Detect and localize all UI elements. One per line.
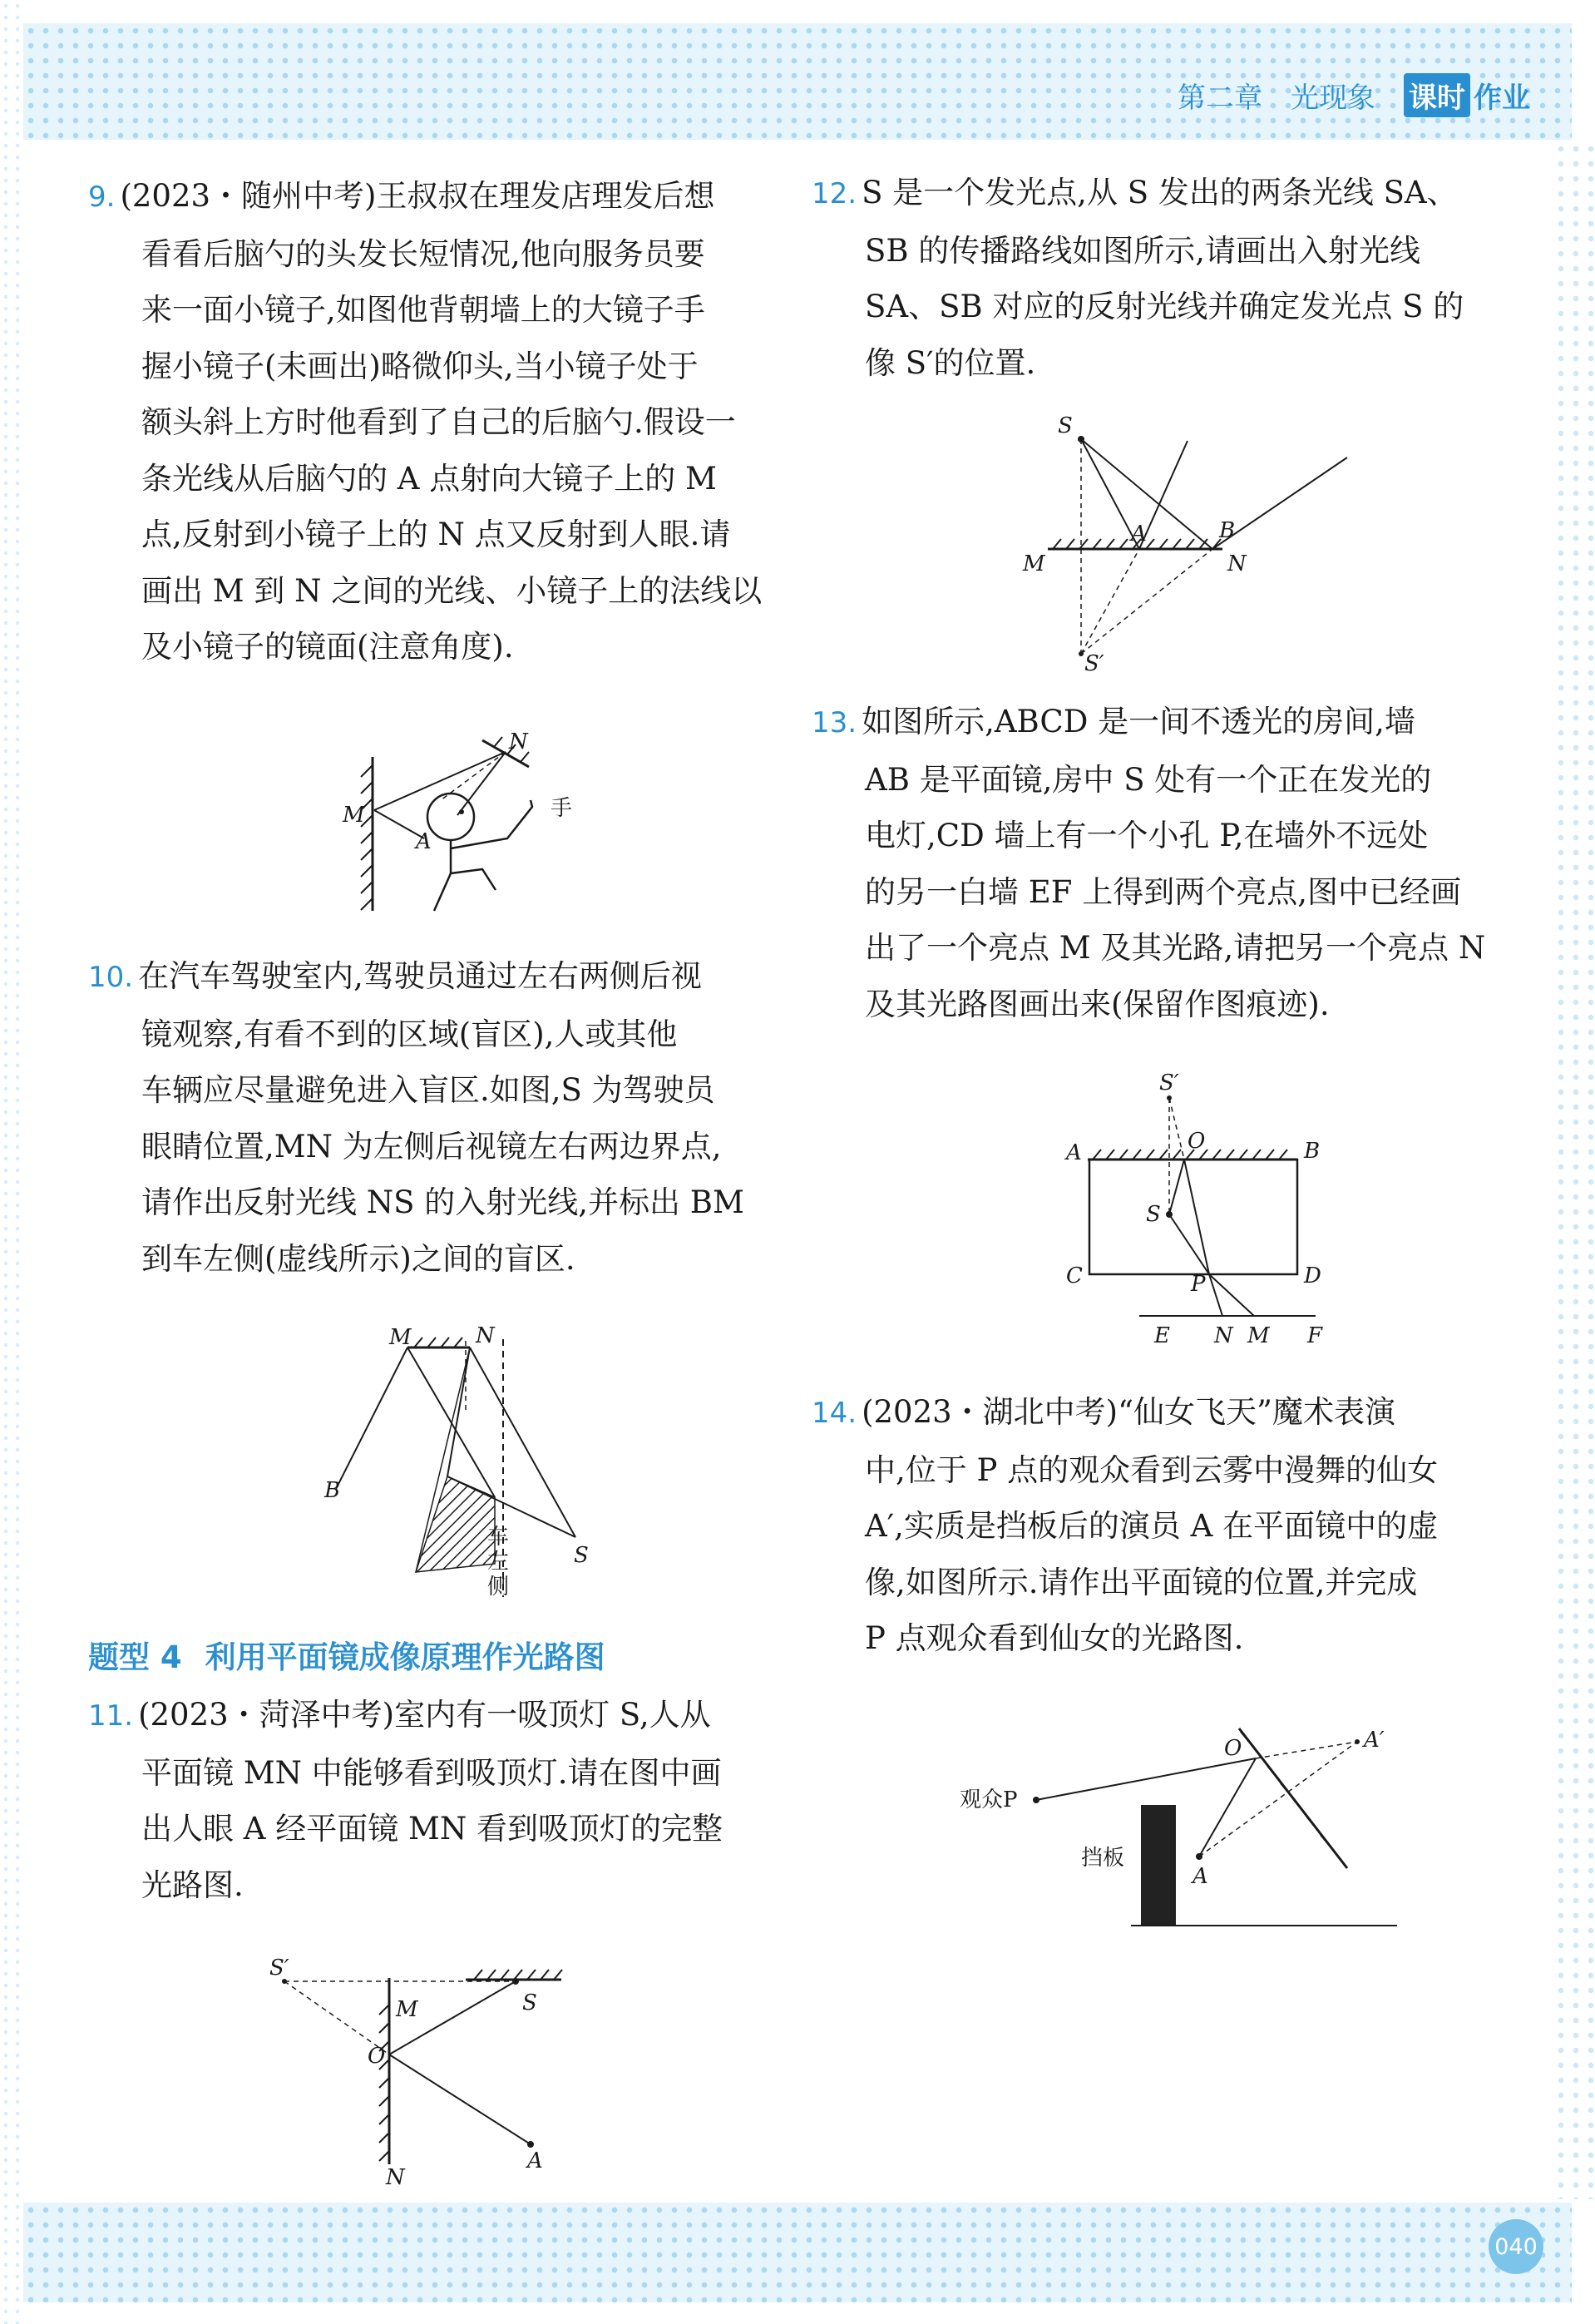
brand-part1: 课时	[1404, 73, 1470, 117]
label-P: P	[1191, 1272, 1206, 1297]
label-A-prime: A′	[1364, 1728, 1385, 1753]
brand-part2: 作业	[1474, 81, 1530, 115]
question-text-line: 条光线从后脑勺的 A 点射向大镜子上的 M	[141, 460, 717, 497]
figure-q12	[1023, 408, 1372, 674]
question-text-line: (2023・湖北中考)“仙女飞天”魔术表演	[862, 1394, 1395, 1430]
question-text-line: AB 是平面镜,房中 S 处有一个正在发光的	[865, 761, 1432, 798]
label-M: M	[389, 1325, 412, 1350]
question-12	[812, 165, 1464, 391]
question-text-line: P 点观众看到仙女的光路图.	[865, 1620, 1244, 1656]
section-type: 题型 4	[88, 1639, 182, 1675]
question-text-line: 镜观察,有看不到的区域(盲区),人或其他	[141, 1016, 678, 1052]
label-car-2: 左	[487, 1550, 510, 1575]
question-text-line: 光路图.	[141, 1867, 244, 1903]
question-10	[88, 948, 744, 1287]
label-car-3: 侧	[487, 1575, 510, 1600]
question-text-line: 来一面小镜子,如图他背朝墙上的大镜子手	[141, 292, 705, 328]
question-text-line: 电灯,CD 墙上有一个小孔 P,在墙外不远处	[865, 818, 1429, 853]
label-N: N	[386, 2165, 405, 2190]
question-text-line: 额头斜上方时他看到了自己的后脑勺.假设一	[141, 404, 736, 440]
label-S: S	[1058, 413, 1073, 438]
question-text-line: S 是一个发光点,从 S 发出的两条光线 SA、	[862, 175, 1458, 210]
question-text-line: 平面镜 MN 中能够看到吸顶灯.请在图中画	[141, 1754, 722, 1791]
question-13	[812, 694, 1485, 1032]
question-14	[812, 1384, 1438, 1667]
label-B: B	[324, 1478, 341, 1503]
label-N: N	[509, 729, 528, 754]
question-number: 12.	[812, 177, 857, 210]
question-text-line: 请作出反射光线 NS 的入射光线,并标出 BM	[141, 1184, 744, 1220]
question-text-line: 像 S′的位置.	[865, 344, 1036, 381]
label-M: M	[1023, 551, 1045, 576]
label-F: F	[1307, 1323, 1323, 1348]
label-viewer-P: 观众P	[960, 1788, 1018, 1812]
question-text-line: 像,如图所示.请作出平面镜的位置,并完成	[865, 1564, 1418, 1600]
label-B: B	[1304, 1139, 1321, 1164]
label-S-prime: S′	[269, 1956, 289, 1980]
label-M: M	[396, 1997, 418, 2022]
label-N: N	[476, 1323, 495, 1348]
question-text-line: SA、SB 对应的反射光线并确定发光点 S 的	[865, 289, 1464, 324]
label-S-prime: S′	[1084, 651, 1104, 676]
section-text: 利用平面镜成像原理作光路图	[205, 1639, 605, 1675]
label-N: N	[1214, 1323, 1233, 1348]
question-text-line: 出了一个亮点 M 及其光路,请把另一个亮点 N	[865, 930, 1486, 966]
label-N: N	[1227, 551, 1247, 576]
label-A: A	[1131, 522, 1147, 546]
label-A: A	[1193, 1864, 1208, 1889]
footer-band	[23, 2203, 1572, 2302]
figure-q14	[956, 1713, 1414, 1946]
label-E: E	[1154, 1323, 1170, 1348]
figure-q10	[324, 1323, 607, 1605]
label-S: S	[574, 1543, 589, 1568]
label-A: A	[1066, 1140, 1082, 1165]
question-9	[88, 168, 762, 675]
label-D: D	[1304, 1263, 1321, 1288]
label-S-prime: S′	[1159, 1071, 1179, 1095]
label-car-1: 车	[487, 1525, 510, 1550]
page-header	[1178, 72, 1530, 118]
label-S: S	[522, 1990, 537, 2015]
question-text-line: 出人眼 A 经平面镜 MN 看到吸顶灯的完整	[141, 1811, 723, 1847]
right-dot-border	[1553, 141, 1595, 2199]
label-O: O	[1188, 1129, 1206, 1154]
question-text-line: 及小镜子的镜面(注意角度).	[141, 629, 514, 665]
label-C: C	[1066, 1263, 1083, 1288]
question-text-line: 的另一白墙 EF 上得到两个亮点,图中已经画	[865, 873, 1461, 910]
question-text-line: 中,位于 P 点的观众看到云雾中漫舞的仙女	[865, 1451, 1439, 1488]
label-hand: 手	[551, 796, 573, 821]
label-M: M	[1247, 1323, 1270, 1348]
label-board: 挡板	[1081, 1846, 1125, 1871]
brand-logo	[1404, 73, 1530, 117]
question-number: 10.	[88, 961, 134, 994]
question-text-line: 点,反射到小镜子上的 N 点又反射到人眼.请	[141, 517, 731, 552]
figure-q13	[1056, 1065, 1339, 1356]
question-text-line: 到车左侧(虚线所示)之间的盲区.	[141, 1240, 575, 1277]
question-text-line: 画出 M 到 N 之间的光线、小镜子上的法线以	[141, 572, 763, 609]
label-B: B	[1219, 518, 1236, 543]
left-dot-border	[0, 0, 23, 2324]
question-text-line: 及其光路图画出来(保留作图痕迹).	[865, 986, 1330, 1022]
question-text-line: (2023・随州中考)王叔叔在理发店理发后想	[120, 178, 715, 214]
question-text-line: 在汽车驾驶室内,驾驶员通过左右两侧后视	[138, 958, 702, 994]
label-M: M	[343, 803, 365, 828]
figure-q9	[333, 724, 599, 915]
label-O: O	[368, 2044, 386, 2069]
question-text-line: SB 的传播路线如图所示,请画出入射光线	[865, 232, 1421, 269]
page-number: 040	[1489, 2219, 1543, 2274]
question-number: 13.	[812, 706, 857, 739]
question-number: 9.	[88, 180, 116, 214]
question-text-line: 握小镜子(未画出)略微仰头,当小镜子处于	[141, 348, 699, 384]
question-11	[88, 1687, 723, 1913]
section-title	[88, 1632, 605, 1677]
question-text-line: 如图所示,ABCD 是一间不透光的房间,墙	[862, 704, 1415, 739]
question-text-line: (2023・菏泽中考)室内有一吸顶灯 S,人从	[138, 1697, 711, 1733]
question-number: 14.	[812, 1397, 857, 1430]
question-text-line: 车辆应尽量避免进入盲区.如图,S 为驾驶员	[141, 1072, 715, 1108]
question-number: 11.	[88, 1699, 134, 1733]
question-text-line: 眼睛位置,MN 为左侧后视镜左右两边界点,	[141, 1128, 722, 1164]
question-text-line: A′,实质是挡板后的演员 A 在平面镜中的虚	[865, 1508, 1439, 1544]
chapter-name: 光现象	[1291, 81, 1375, 115]
label-A: A	[527, 2148, 543, 2173]
label-A: A	[416, 829, 432, 854]
label-S: S	[1146, 1202, 1161, 1227]
figure-q11	[266, 1946, 582, 2190]
label-O: O	[1224, 1736, 1242, 1761]
chapter-number: 第二章	[1178, 81, 1262, 115]
question-text-line: 看看后脑勺的头发长短情况,他向服务员要	[141, 235, 705, 272]
